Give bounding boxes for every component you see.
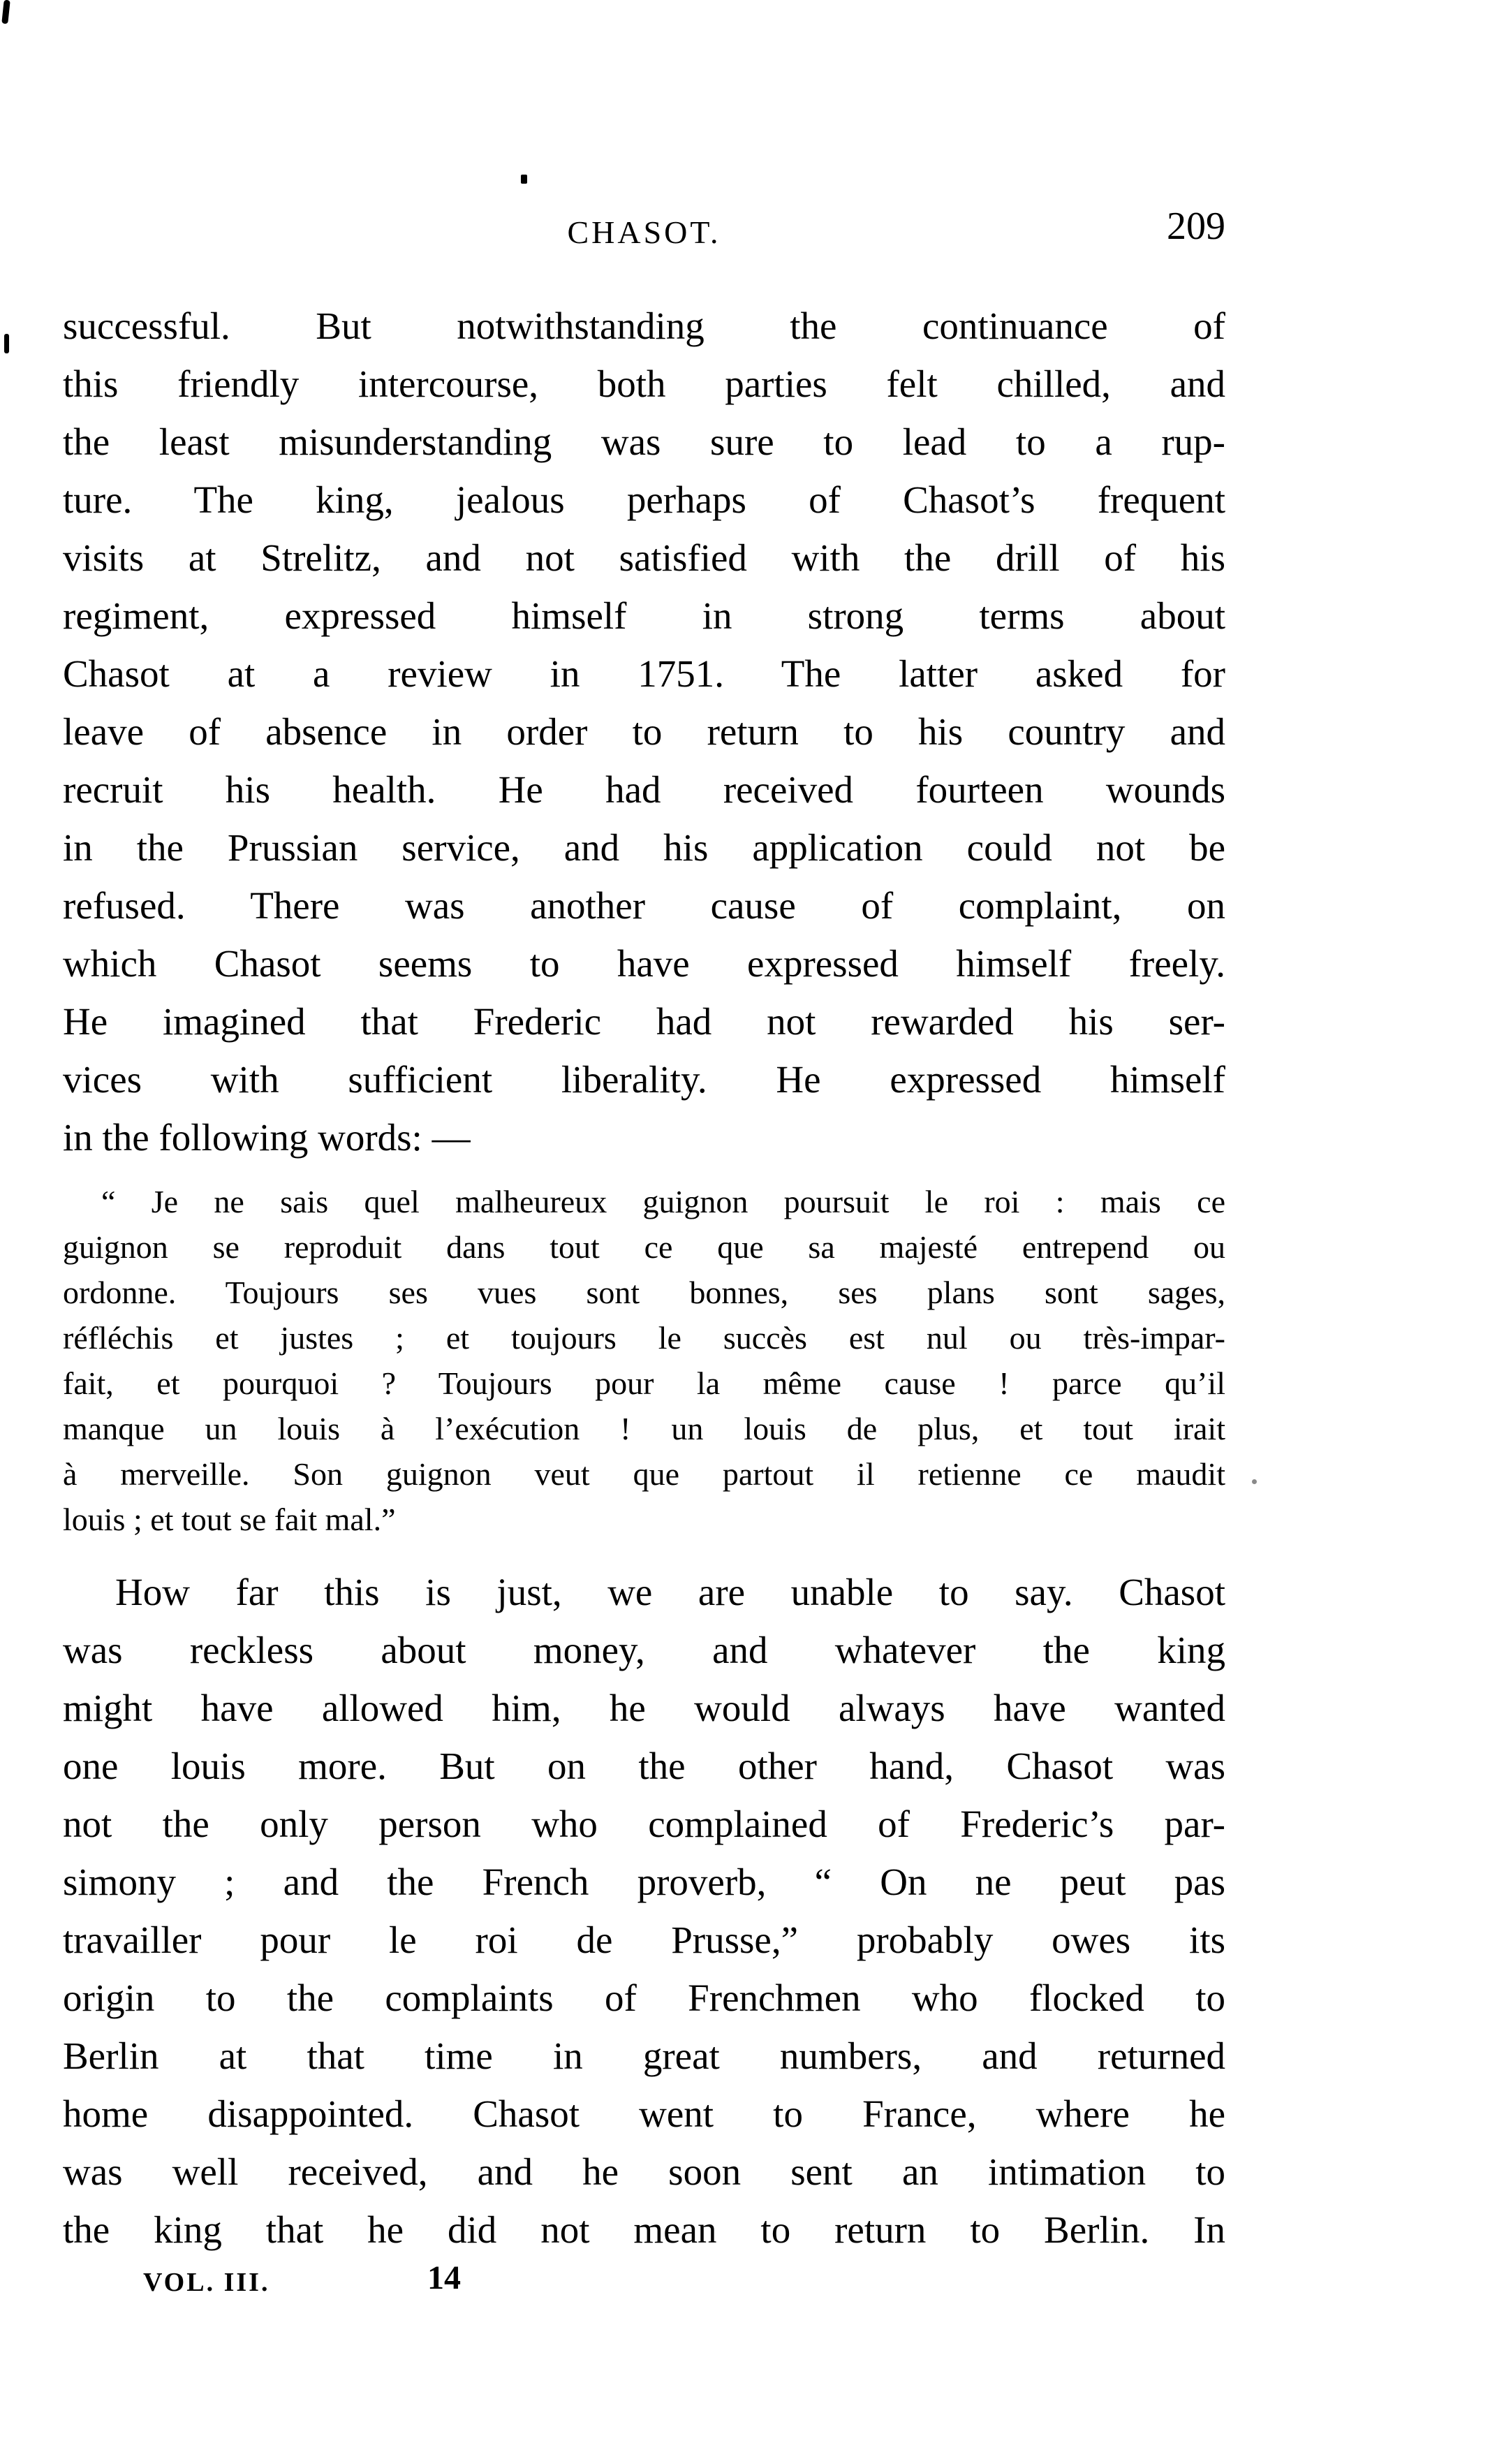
signature-mark: 14 xyxy=(427,2259,461,2296)
text-line: refused. There was another cause of complaint, on xyxy=(63,884,1225,927)
quote-line: à merveille. Son guignon veut que partout il retienne ce maudit xyxy=(63,1456,1225,1492)
text-line: was reckless about money, and whatever the king xyxy=(63,1629,1225,1671)
text-line: successful. But notwithstanding the continuance of xyxy=(63,305,1225,347)
scan-artifact xyxy=(521,175,527,184)
scan-artifact xyxy=(4,334,9,353)
text-line: He imagined that Frederic had not rewarded his ser- xyxy=(63,1000,1225,1043)
text-line: the king that he did not mean to return to Berlin. In xyxy=(63,2208,1225,2251)
text-line: might have allowed him, he would always have wanted xyxy=(63,1687,1225,1729)
paragraph-1 xyxy=(63,297,1225,1166)
scan-artifact xyxy=(1,0,10,24)
scan-artifact xyxy=(1252,1479,1257,1484)
page-footer xyxy=(63,2257,1225,2306)
text-line: was well received, and he soon sent an intimation to xyxy=(63,2150,1225,2193)
text-line: the least misunderstanding was sure to lead to a rup- xyxy=(63,420,1225,463)
quote-line: réfléchis et justes ; et toujours le succès est nul ou très-impar- xyxy=(63,1320,1225,1356)
paragraph-2 xyxy=(63,1563,1225,2259)
page-number: 209 xyxy=(1167,205,1225,248)
text-line: Chasot at a review in 1751. The latter asked for xyxy=(63,652,1225,695)
quote-line: manque un louis à l’exécution ! un louis de plus, et tout irait xyxy=(63,1411,1225,1446)
text-line: regiment, expressed himself in strong terms about xyxy=(63,594,1225,637)
text-line: How far this is just, we are unable to say. Chasot xyxy=(115,1571,1225,1613)
quote-line: ordonne. Toujours ses vues sont bonnes, ses plans sont sages, xyxy=(63,1275,1225,1310)
text-line: vices with sufficient liberality. He expressed himself xyxy=(63,1058,1225,1101)
text-line: which Chasot seems to have expressed himself freely. xyxy=(63,942,1225,985)
text-line: travailler pour le roi de Prusse,” probably owes its xyxy=(63,1919,1225,1961)
text-line: Berlin at that time in great numbers, and returned xyxy=(63,2034,1225,2077)
text-line: one louis more. But on the other hand, Chasot was xyxy=(63,1745,1225,1787)
text-line: ture. The king, jealous perhaps of Chasot’s frequent xyxy=(63,478,1225,521)
text-line: origin to the complaints of Frenchmen who flocked to xyxy=(63,1977,1225,2019)
quote-line: guignon se reproduit dans tout ce que sa majesté entrepend ou xyxy=(63,1229,1225,1265)
text-line: not the only person who complained of Frederic’s par- xyxy=(63,1803,1225,1845)
running-title: CHASOT. xyxy=(567,214,721,250)
text-line: in the following words: — xyxy=(63,1116,471,1159)
text-line: visits at Strelitz, and not satisfied with the drill of his xyxy=(63,536,1225,579)
quote-line: fait, et pourquoi ? Toujours pour la même cause ! parce qu’il xyxy=(63,1365,1225,1401)
quote-line: louis ; et tout se fait mal.” xyxy=(63,1502,396,1537)
text-line: leave of absence in order to return to his country and xyxy=(63,710,1225,753)
text-line: recruit his health. He had received fourteen wounds xyxy=(63,768,1225,811)
text-line: home disappointed. Chasot went to France, where he xyxy=(63,2092,1225,2135)
page-header xyxy=(63,204,1225,260)
text-line: in the Prussian service, and his application could not be xyxy=(63,826,1225,869)
block-quote-french xyxy=(63,1179,1225,1542)
quote-line: “ Je ne sais quel malheureux guignon poursuit le roi : mais ce xyxy=(101,1184,1225,1219)
text-line: this friendly intercourse, both parties felt chilled, and xyxy=(63,362,1225,405)
volume-label: VOL. III. xyxy=(143,2268,270,2297)
text-line: simony ; and the French proverb, “ On ne peut pas xyxy=(63,1861,1225,1903)
